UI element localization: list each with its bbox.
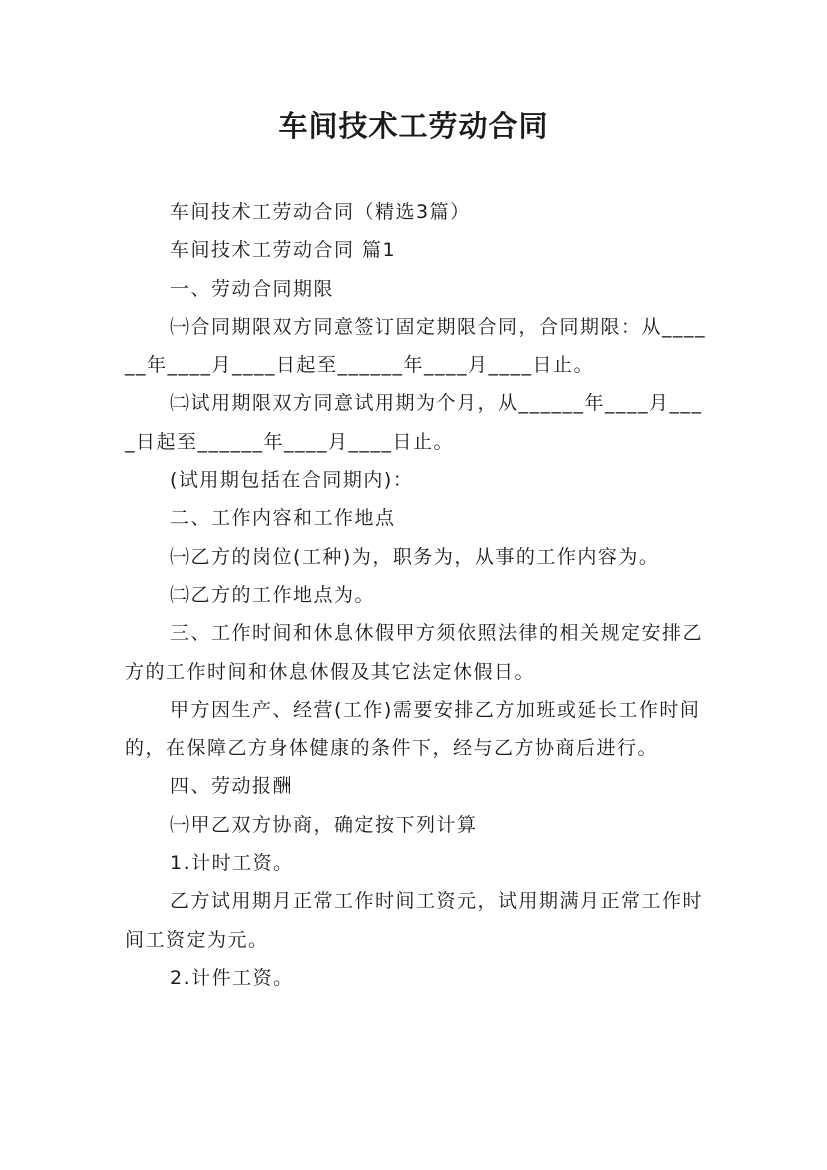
section-heading-contract-term: 一、劳动合同期限	[170, 277, 335, 300]
paragraph-subtitle: 车间技术工劳动合同（精选3篇）	[170, 201, 471, 223]
paragraph-probation-term: ㈡试用期限双方同意试用期为个月，从______年____月____日起至______年____月____日止。	[125, 392, 703, 453]
paragraph-probation-wage: 乙方试用期月正常工作时间工资元，试用期满月正常工作时间工资定为元。	[125, 890, 704, 951]
paragraph-piece-wage: 2.计件工资。	[170, 966, 294, 989]
section-heading-remuneration: 四、劳动报酬	[170, 775, 294, 798]
document-body	[125, 193, 710, 997]
paragraph-calculation: ㈠甲乙双方协商，确定按下列计算	[170, 813, 478, 836]
paragraph-time-wage: 1.计时工资。	[170, 852, 294, 875]
paragraph-position: ㈠乙方的岗位(工种)为，职务为，从事的工作内容为。	[170, 545, 660, 568]
paragraph-overtime: 甲方因生产、经营(工作)需要安排乙方加班或延长工作时间的，在保障乙方身体健康的条件下，经与乙方协商后进行。	[125, 698, 701, 760]
paragraph-work-location: ㈡乙方的工作地点为。	[170, 583, 376, 606]
paragraph-probation-note: (试用期包括在合同期内)：	[170, 469, 414, 492]
paragraph-work-hours: 三、工作时间和休息休假甲方须依照法律的相关规定安排乙方的工作时间和休息休假及其它法定休假日。	[125, 622, 704, 683]
document-title: 车间技术工劳动合同	[278, 109, 549, 143]
paragraph-contract-term: ㈠合同期限双方同意签订固定期限合同，合同期限：从______年____月____日起至______年____月____日止。	[125, 315, 707, 377]
paragraph-part-heading: 车间技术工劳动合同 篇1	[170, 239, 397, 262]
section-heading-work-content: 二、工作内容和工作地点	[170, 507, 396, 530]
